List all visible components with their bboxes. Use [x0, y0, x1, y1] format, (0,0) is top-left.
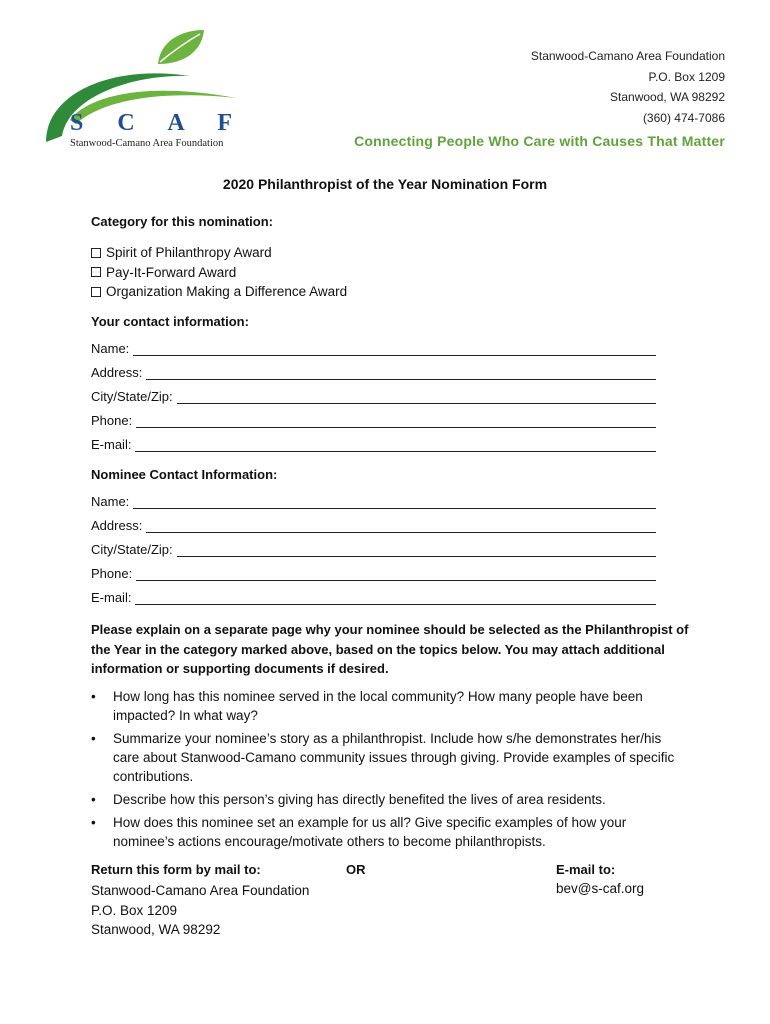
field-label: Phone:: [91, 413, 133, 428]
list-item: [91, 790, 691, 809]
return-address-line: P.O. Box 1209: [91, 902, 178, 918]
checkbox-icon[interactable]: [91, 267, 101, 277]
list-item-text: Describe how this person’s giving has directly benefited the lives of area residents.: [113, 792, 606, 807]
list-item: [91, 687, 691, 725]
list-item-text: Summarize your nominee’s story as a philanthropist. Include how s/he demonstrates her/his care about Stanwood-Camano community issues through giving. Provide examples of specific contributions.: [113, 731, 675, 784]
category-option-organization[interactable]: [91, 282, 347, 302]
topic-list: [91, 687, 691, 855]
field-label: Address:: [91, 365, 143, 380]
or-label: OR: [346, 862, 366, 877]
return-mail-label: Return this form by mail to:: [91, 862, 261, 877]
field-label: Phone:: [91, 566, 133, 581]
field-label: City/State/Zip:: [91, 542, 173, 557]
field-label: Name:: [91, 341, 130, 356]
fill-line[interactable]: [133, 342, 656, 356]
fill-line[interactable]: [136, 567, 656, 581]
checkbox-icon[interactable]: [91, 287, 101, 297]
nominee-city-state-zip-field[interactable]: [91, 539, 656, 557]
tagline: Connecting People Who Care with Causes That Matter: [354, 133, 725, 149]
fill-line[interactable]: [133, 495, 656, 509]
foundation-address: [531, 46, 725, 128]
field-label: E-mail:: [91, 437, 132, 452]
category-heading: Category for this nomination:: [91, 214, 273, 229]
return-mail-address: [91, 881, 309, 940]
list-item: [91, 729, 691, 786]
fill-line[interactable]: [146, 366, 656, 380]
nominee-phone-field[interactable]: [91, 563, 656, 581]
address-line: (360) 474-7086: [642, 110, 725, 125]
logo-subtitle: Stanwood-Camano Area Foundation: [70, 138, 224, 149]
address-line: Stanwood-Camano Area Foundation: [530, 49, 725, 63]
category-option-label: Spirit of Philanthropy Award: [106, 245, 272, 260]
contact-city-state-zip-field[interactable]: [91, 386, 656, 404]
explanation-instructions: Please explain on a separate page why your nominee should be selected as the Philanthropist of the Year in the category marked above, based on the topics below. You may attach additional information or supporting documents if desired.: [91, 622, 689, 676]
scaf-logo-graphic: [40, 24, 250, 164]
contact-phone-field[interactable]: [91, 410, 656, 428]
fill-line[interactable]: [135, 438, 656, 452]
category-option-label: Pay-It-Forward Award: [106, 264, 237, 280]
list-item: [91, 813, 691, 851]
address-line: P.O. Box 1209: [648, 69, 725, 84]
form-title: 2020 Philanthropist of the Year Nomination Form: [222, 176, 548, 192]
scaf-logo: [40, 24, 250, 164]
checkbox-icon[interactable]: [91, 248, 101, 258]
contact-heading: Your contact information:: [91, 314, 249, 329]
contact-email-field[interactable]: [91, 434, 656, 452]
fill-line[interactable]: [177, 390, 656, 404]
fill-line[interactable]: [136, 414, 656, 428]
bullet-icon: •: [91, 792, 96, 807]
category-option-pay-it-forward[interactable]: [91, 263, 347, 283]
bullet-icon: •: [91, 689, 96, 704]
fill-line[interactable]: [177, 543, 656, 557]
field-label: E-mail:: [91, 590, 132, 605]
address-line: Stanwood, WA 98292: [610, 90, 725, 104]
nominee-name-field[interactable]: [91, 491, 656, 509]
nominee-address-field[interactable]: [91, 515, 656, 533]
list-item-text: How long has this nominee served in the local community? How many people have been impacted? In what way?: [113, 689, 643, 723]
nominee-email-field[interactable]: [91, 587, 656, 605]
fill-line[interactable]: [146, 519, 656, 533]
field-label: Name:: [91, 494, 130, 509]
fill-line[interactable]: [135, 591, 656, 605]
category-options: [91, 243, 347, 302]
contact-name-field[interactable]: [91, 338, 656, 356]
logo-letters: S C A F: [70, 110, 247, 136]
category-option-label: Organization Making a Difference Award: [106, 284, 348, 299]
list-item-text: How does this nominee set an example for us all? Give specific examples of how your nominee’s actions encourage/motivate others to become philanthropists.: [113, 815, 627, 849]
return-address-line: Stanwood, WA 98292: [91, 922, 221, 937]
category-option-spirit[interactable]: [91, 243, 347, 263]
bullet-icon: •: [91, 815, 96, 830]
return-email-link[interactable]: bev@s-caf.org: [556, 881, 644, 896]
field-label: City/State/Zip:: [91, 389, 173, 404]
return-address-line: Stanwood-Camano Area Foundation: [91, 883, 310, 898]
email-label: E-mail to:: [556, 862, 616, 877]
field-label: Address:: [91, 518, 143, 533]
contact-address-field[interactable]: [91, 362, 656, 380]
bullet-icon: •: [91, 731, 96, 746]
nominee-heading: Nominee Contact Information:: [91, 467, 278, 482]
